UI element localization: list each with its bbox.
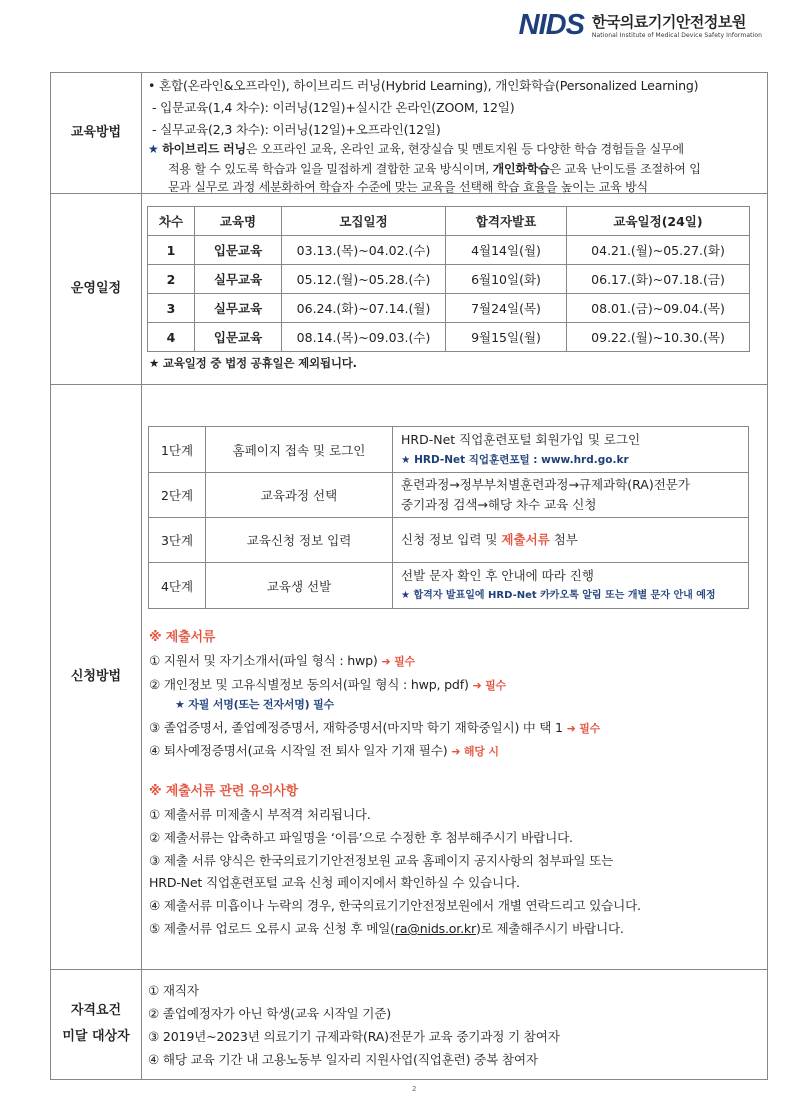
row-apply bbox=[51, 384, 767, 970]
table-row bbox=[148, 323, 750, 352]
org-eng-name: National Institute of Medical Device Safety Information bbox=[591, 32, 762, 39]
ineligible-item: ③ 2019년~2023년 의료기기 규제과학(RA)전문가 교육 중기과정 기 참여자 bbox=[148, 1029, 560, 1044]
cell: 4월14일(월) bbox=[446, 236, 567, 265]
edu-line-1: • 혼합(온라인&오프라인), 하이브리드 러닝(Hybrid Learning), 개인화학습(Personalized Learning) bbox=[148, 78, 699, 93]
step-row bbox=[149, 473, 749, 518]
step-row bbox=[149, 518, 749, 563]
caution-item: ⑤ 제출서류 업로드 오류시 교육 신청 후 메일(ra@nids.or.kr)로 제출해주시기 바랍니다. bbox=[149, 921, 624, 936]
email-link[interactable]: ra@nids.or.kr bbox=[394, 921, 476, 936]
row-schedule bbox=[51, 193, 767, 385]
edu-line-2: - 입문교육(1,4 차수): 이러닝(12일)+실시간 온라인(ZOOM, 12일) bbox=[152, 100, 515, 115]
edu-note-2: 적용 할 수 있도록 학습과 일을 밀접하게 결합한 교육 방식이며, 개인화학습은 교육 난이도를 조절하여 입 bbox=[168, 162, 701, 176]
col-recruit: 모집일정 bbox=[282, 207, 446, 236]
step-name: 교육과정 선택 bbox=[206, 473, 393, 518]
table-row bbox=[148, 294, 750, 323]
step-desc bbox=[393, 427, 749, 473]
step-number: 1단계 bbox=[149, 427, 206, 473]
cell: 7월24일(목) bbox=[446, 294, 567, 323]
cautions-title: ※ 제출서류 관련 유의사항 bbox=[149, 784, 298, 799]
step-desc-line: 선발 문자 확인 후 안내에 따라 진행 bbox=[401, 567, 594, 583]
cell: 06.24.(화)~07.14.(월) bbox=[282, 294, 446, 323]
label-schedule: 운영일정 bbox=[51, 193, 142, 384]
doc-sub-note: ★ 자필 서명(또는 전자서명) 필수 bbox=[175, 698, 334, 711]
cell: 6월10일(화) bbox=[446, 265, 567, 294]
doc-item: ② 개인정보 및 고유식별정보 동의서(파일 형식 : hwp, pdf) ➜ 필수 bbox=[149, 677, 506, 692]
col-round: 차수 bbox=[148, 207, 195, 236]
cell: 1 bbox=[148, 236, 195, 265]
cell: 05.12.(월)~05.28.(수) bbox=[282, 265, 446, 294]
ineligible-content bbox=[148, 969, 757, 1079]
ineligible-item: ② 졸업예정자가 아닌 학생(교육 시작일 기준) bbox=[148, 1006, 391, 1021]
cell: 06.17.(화)~07.18.(금) bbox=[567, 265, 750, 294]
edu-note-3: 문과 실무로 과정 세분화하여 학습자 수준에 맞는 교육을 선택해 학습 효율을 높이는 교육 방식 bbox=[168, 180, 648, 194]
apply-content bbox=[141, 384, 757, 969]
edu-line-3: - 실무교육(2,3 차수): 이러닝(12일)+오프라인(12일) bbox=[152, 122, 441, 137]
cell: 03.13.(목)~04.02.(수) bbox=[282, 236, 446, 265]
org-name: 한국의료기기안전정보원 bbox=[591, 13, 746, 31]
schedule-header-row bbox=[148, 207, 750, 236]
table-row bbox=[148, 265, 750, 294]
schedule-table bbox=[147, 206, 750, 352]
doc-item: ① 지원서 및 자기소개서(파일 형식 : hwp) ➜ 필수 bbox=[149, 653, 415, 668]
schedule-note: ★ 교육일정 중 법정 공휴일은 제외됩니다. bbox=[149, 356, 357, 370]
cell: 09.22.(월)~10.30.(목) bbox=[567, 323, 750, 352]
cell: 4 bbox=[148, 323, 195, 352]
row-ineligible bbox=[51, 969, 767, 1079]
cell: 08.01.(금)~09.04.(목) bbox=[567, 294, 750, 323]
step-desc-line: HRD-Net 직업훈련포털 회원가입 및 로그인 bbox=[401, 431, 641, 447]
caution-item: ② 제출서류는 압축하고 파일명을 ‘이름’으로 수정한 후 첨부해주시기 바랍니다. bbox=[149, 830, 573, 845]
schedule-content bbox=[141, 193, 757, 384]
ineligible-item: ④ 해당 교육 기간 내 고용노동부 일자리 지원사업(직업훈련) 중복 참여자 bbox=[148, 1052, 538, 1067]
nids-logo: NIDS bbox=[518, 8, 584, 41]
label-edu-method: 교육방법 bbox=[51, 73, 142, 193]
caution-item: ① 제출서류 미제출시 부적격 처리됩니다. bbox=[149, 807, 371, 822]
cell: 실무교육 bbox=[195, 265, 282, 294]
col-edu-period: 교육일정(24일) bbox=[567, 207, 750, 236]
col-course: 교육명 bbox=[195, 207, 282, 236]
step-desc-line: 훈련과정→정부부처별훈련과정→규제과학(RA)전문가 bbox=[401, 477, 690, 492]
step-row bbox=[149, 563, 749, 609]
info-table bbox=[50, 72, 768, 1080]
row-edu-method bbox=[51, 73, 767, 194]
ineligible-item: ① 재직자 bbox=[148, 983, 199, 998]
docs-title: ※ 제출서류 bbox=[149, 630, 216, 645]
cell: 08.14.(목)~09.03.(수) bbox=[282, 323, 446, 352]
caution-item: HRD-Net 직업훈련포털 교육 신청 페이지에서 확인하실 수 있습니다. bbox=[149, 875, 520, 890]
step-desc-line: 중기과정 검색→해당 차수 교육 신청 bbox=[401, 497, 597, 512]
org-block bbox=[592, 11, 762, 39]
cell: 04.21.(월)~05.27.(화) bbox=[567, 236, 750, 265]
page-header bbox=[519, 10, 762, 40]
cell: 입문교육 bbox=[195, 236, 282, 265]
col-announce: 합격자발표 bbox=[446, 207, 567, 236]
cell: 3 bbox=[148, 294, 195, 323]
step-number: 2단계 bbox=[149, 473, 206, 518]
hrd-link[interactable]: ★ HRD-Net 직업훈련포털 : www.hrd.go.kr bbox=[401, 453, 629, 466]
edu-note-1: ★ 하이브리드 러닝은 오프라인 교육, 온라인 교육, 현장실습 및 멘토지원 등 다양한 학습 경험들을 실무에 bbox=[148, 142, 684, 156]
step-name: 교육생 선발 bbox=[206, 563, 393, 609]
step-number: 3단계 bbox=[149, 518, 206, 563]
apply-steps-table bbox=[148, 426, 749, 609]
step-desc-note: ★ 합격자 발표일에 HRD-Net 카카오톡 알림 또는 개별 문자 안내 예정 bbox=[401, 589, 716, 601]
table-row bbox=[148, 236, 750, 265]
step-name: 교육신청 정보 입력 bbox=[206, 518, 393, 563]
label-apply: 신청방법 bbox=[51, 384, 142, 969]
page-number: 2 bbox=[412, 1085, 417, 1093]
edu-method-content bbox=[148, 73, 757, 193]
step-row bbox=[149, 427, 749, 473]
step-desc bbox=[393, 563, 749, 609]
step-desc: 신청 정보 입력 및 제출서류 첨부 bbox=[393, 518, 749, 563]
cell: 실무교육 bbox=[195, 294, 282, 323]
cell: 9월15일(월) bbox=[446, 323, 567, 352]
cell: 입문교육 bbox=[195, 323, 282, 352]
cell: 2 bbox=[148, 265, 195, 294]
label-ineligible: 자격요건 미달 대상자 bbox=[51, 969, 142, 1079]
step-number: 4단계 bbox=[149, 563, 206, 609]
caution-item: ④ 제출서류 미흡이나 누락의 경우, 한국의료기기안전정보원에서 개별 연락드리고 있습니다. bbox=[149, 898, 641, 913]
caution-item: ③ 제출 서류 양식은 한국의료기기안전정보원 교육 홈페이지 공지사항의 첨부파일 또는 bbox=[149, 853, 614, 868]
doc-item: ③ 졸업증명서, 졸업예정증명서, 재학증명서(마지막 학기 재학중일시) 中 택 1 ➜ 필수 bbox=[149, 720, 601, 735]
step-name: 홈페이지 접속 및 로그인 bbox=[206, 427, 393, 473]
doc-item: ④ 퇴사예정증명서(교육 시작일 전 퇴사 일자 기재 필수) ➜ 해당 시 bbox=[149, 743, 499, 758]
step-desc bbox=[393, 473, 749, 518]
